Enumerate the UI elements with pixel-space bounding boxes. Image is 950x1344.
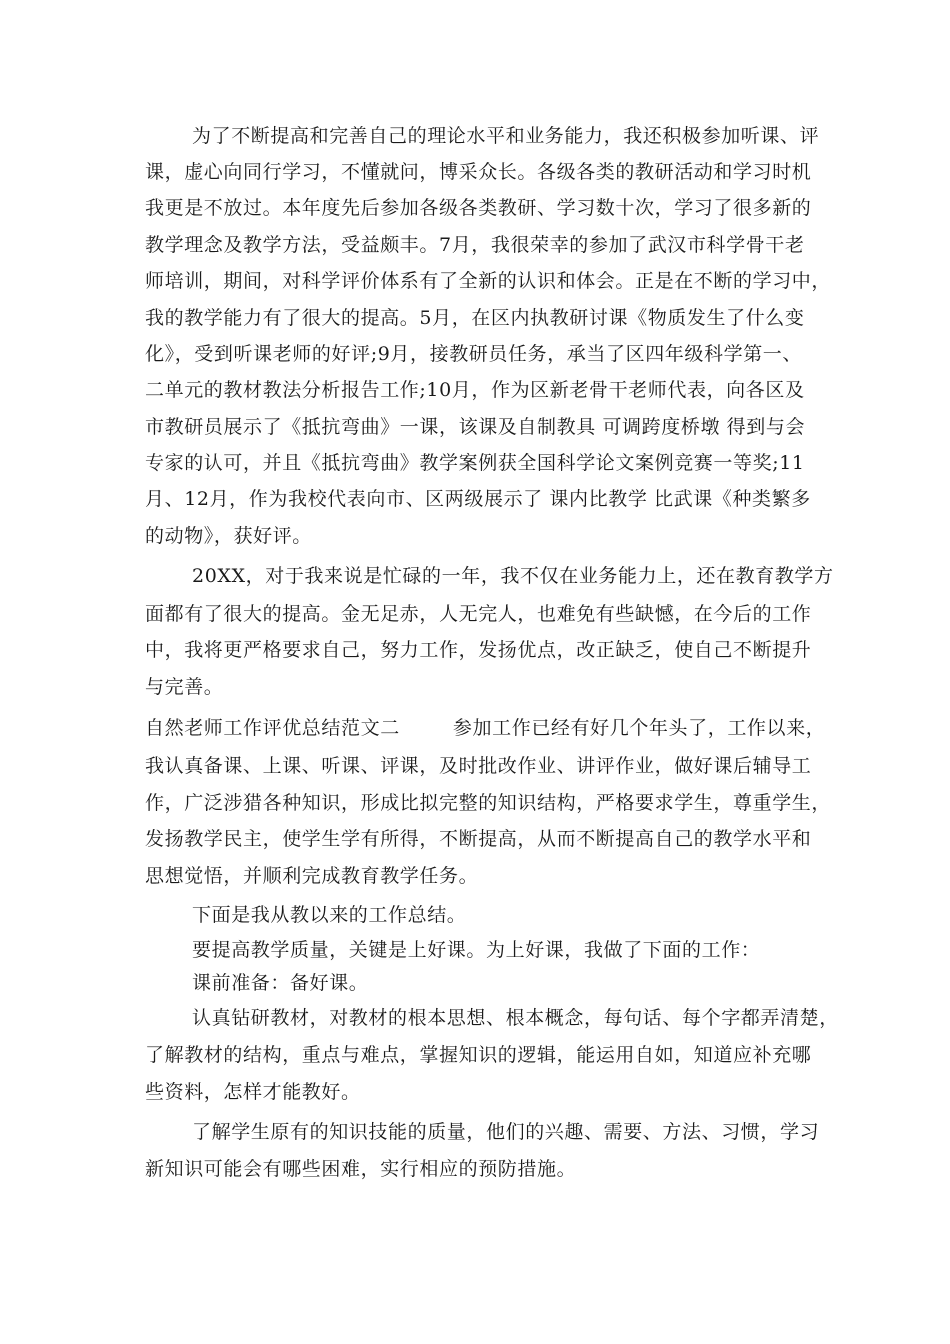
text-line: 化》，受到听课老师的好评;9月，接教研员任务，承当了区四年级科学第一、 bbox=[145, 343, 802, 365]
text-line: 要提高教学质量，关键是上好课。为上好课，我做了下面的工作： bbox=[192, 939, 761, 961]
text-line: 月、12月，作为我校代表向市、区两级展示了 课内比教学 比武课《种类繁多 bbox=[145, 488, 811, 510]
text-line: 发扬教学民主，使学生学有所得，不断提高，从而不断提高自己的教学水平和 bbox=[145, 828, 812, 850]
text-line: 的动物》，获好评。 bbox=[145, 525, 312, 547]
text-line: 师培训，期间，对科学评价体系有了全新的认识和体会。正是在不断的学习中， bbox=[145, 270, 832, 292]
text-line: 我更是不放过。本年度先后参加各级各类教研、学习数十次，学习了很多新的 bbox=[145, 197, 812, 219]
text-line: 作，广泛涉猎各种知识，形成比拟完整的知识结构，严格要求学生，尊重学生， bbox=[145, 792, 832, 814]
text-line: 思想觉悟，并顺利完成教育教学任务。 bbox=[145, 865, 479, 887]
text-line: 为了不断提高和完善自己的理论水平和业务能力，我还积极参加听课、评 bbox=[192, 125, 820, 147]
text-line: 课前准备：备好课。 bbox=[192, 972, 369, 994]
text-line: 新知识可能会有哪些困难，实行相应的预防措施。 bbox=[145, 1158, 577, 1180]
text-line: 市教研员展示了《抵抗弯曲》一课，该课及自制教具 可调跨度桥墩 得到与会 bbox=[145, 416, 806, 438]
text-line: 了解学生原有的知识技能的质量，他们的兴趣、需要、方法、习惯，学习 bbox=[192, 1121, 820, 1143]
text-line: 专家的认可，并且《抵抗弯曲》教学案例获全国科学论文案例竞赛一等奖;11 bbox=[145, 452, 805, 474]
text-line: 二单元的教材教法分析报告工作;10月，作为区新老骨干老师代表，向各区及 bbox=[145, 379, 805, 401]
text-line: 中，我将更严格要求自己，努力工作，发扬优点，改正缺乏，使自己不断提升 bbox=[145, 639, 812, 661]
text-line: 教学理念及教学方法，受益颇丰。7月，我很荣幸的参加了武汉市科学骨干老 bbox=[145, 234, 805, 256]
text-line: 课，虚心向同行学习，不懂就问，博采众长。各级各类的教研活动和学习时机 bbox=[145, 161, 812, 183]
text-line: 面都有了很大的提高。金无足赤，人无完人，也难免有些缺憾，在今后的工作 bbox=[145, 603, 812, 625]
text-line: 下面是我从教以来的工作总结。 bbox=[192, 904, 467, 926]
text-line: 我认真备课、上课、听课、评课，及时批改作业、讲评作业，做好课后辅导工 bbox=[145, 755, 812, 777]
text-line: 与完善。 bbox=[145, 676, 224, 698]
text-line: 20XX，对于我来说是忙碌的一年，我不仅在业务能力上，还在教育教学方 bbox=[192, 565, 834, 587]
text-line: 了解教材的结构，重点与难点，掌握知识的逻辑，能运用自如，知道应补充哪 bbox=[145, 1044, 812, 1066]
section-title-line: 自然老师工作评优总结范文二 参加工作已经有好几个年头了，工作以来， bbox=[145, 717, 826, 739]
text-line: 我的教学能力有了很大的提高。5月，在区内执教研讨课《物质发生了什么变 bbox=[145, 307, 805, 329]
text-line: 认真钻研教材，对教材的根本思想、根本概念，每句话、每个字都弄清楚， bbox=[192, 1007, 839, 1029]
text-line: 些资料，怎样才能教好。 bbox=[145, 1081, 361, 1103]
